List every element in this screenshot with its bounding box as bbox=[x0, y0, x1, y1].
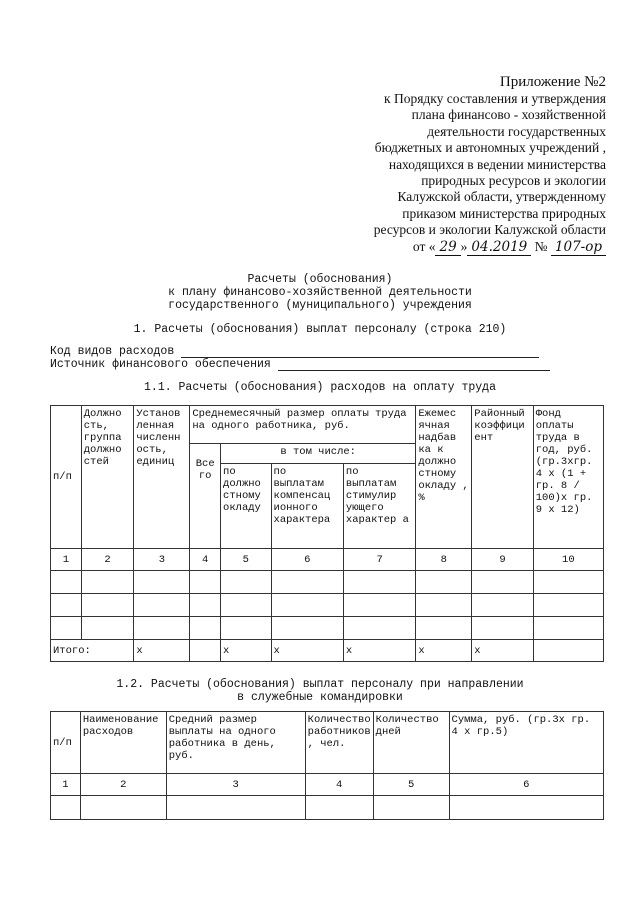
empty-cell[interactable] bbox=[190, 594, 221, 617]
appendix-line: деятельности государственных bbox=[427, 123, 606, 139]
appendix-line: Калужской области, утвержденному bbox=[397, 189, 606, 205]
appendix-line: находящихся в ведении министерства bbox=[388, 156, 606, 172]
col-number: 10 bbox=[533, 549, 603, 571]
empty-cell[interactable] bbox=[81, 594, 134, 617]
empty-cell[interactable] bbox=[343, 571, 415, 594]
empty-cell[interactable] bbox=[81, 617, 134, 640]
doc-heading-line2: к плану финансово-хозяйственной деятельности bbox=[168, 286, 472, 299]
order-number: 107-ор bbox=[551, 239, 606, 256]
empty-cell[interactable] bbox=[80, 796, 166, 820]
appendix-line: бюджетных и автономных учреждений , bbox=[374, 140, 606, 156]
header-annual-fund: Фонд оплаты труда в год, руб. (гр.3хгр. 4 х (1 + гр. 8 / 100)х гр. 9 х 12) bbox=[533, 406, 603, 549]
number-label: № bbox=[534, 238, 548, 254]
header-sum: Сумма, руб. (гр.3х гр. 4 х гр.5) bbox=[449, 712, 603, 774]
empty-cell[interactable] bbox=[271, 594, 343, 617]
empty-cell[interactable] bbox=[134, 571, 190, 594]
appendix-line: природных ресурсов и экологии bbox=[421, 173, 606, 189]
header-pp: п/п bbox=[51, 712, 81, 774]
empty-cell[interactable] bbox=[416, 594, 472, 617]
total-cell: x bbox=[416, 640, 472, 662]
empty-cell[interactable] bbox=[221, 594, 271, 617]
empty-cell[interactable] bbox=[51, 594, 82, 617]
header-position: Должно сть, группа должно стей bbox=[81, 406, 134, 549]
total-cell: x bbox=[221, 640, 271, 662]
empty-cell[interactable] bbox=[51, 617, 82, 640]
empty-cell[interactable] bbox=[51, 796, 81, 820]
doc-heading-line3: государственного (муниципального) учреждения bbox=[168, 299, 472, 312]
date-prefix: от bbox=[412, 238, 426, 254]
doc-heading-line1: Расчеты (обоснования) bbox=[247, 273, 393, 286]
appendix-date-line: от « 29 » 04.2019 № 107-ор bbox=[330, 239, 606, 255]
appendix-line: к Порядку составления и утверждения bbox=[384, 91, 606, 106]
col-number: 5 bbox=[221, 549, 271, 571]
empty-cell[interactable] bbox=[472, 594, 533, 617]
empty-cell[interactable] bbox=[221, 571, 271, 594]
empty-cell[interactable] bbox=[533, 594, 603, 617]
col-number: 6 bbox=[271, 549, 343, 571]
header-by-salary: по должно стному окладу bbox=[221, 464, 271, 549]
expense-code-blank[interactable] bbox=[181, 346, 539, 358]
col-number: 2 bbox=[81, 549, 134, 571]
empty-cell[interactable] bbox=[343, 617, 415, 640]
col-number: 4 bbox=[190, 549, 221, 571]
col-number: 2 bbox=[80, 774, 166, 796]
appendix-title: Приложение №2 bbox=[499, 74, 606, 90]
col-number: 5 bbox=[373, 774, 449, 796]
empty-cell[interactable] bbox=[134, 617, 190, 640]
table-row bbox=[51, 796, 604, 820]
col-number: 3 bbox=[166, 774, 305, 796]
date-day: 29 bbox=[435, 239, 460, 256]
empty-cell[interactable] bbox=[190, 571, 221, 594]
total-label: Итого: bbox=[51, 640, 134, 662]
empty-cell[interactable] bbox=[416, 571, 472, 594]
section-1-1-title: 1.1. Расчеты (обоснования) расходов на оплату труда bbox=[144, 381, 496, 394]
empty-cell[interactable] bbox=[221, 617, 271, 640]
header-employee-count: Количество работников , чел. bbox=[305, 712, 373, 774]
funding-source-label: Источник финансового обеспечения bbox=[50, 358, 271, 371]
empty-cell[interactable] bbox=[472, 571, 533, 594]
header-including: в том числе: bbox=[221, 444, 416, 464]
table-row bbox=[51, 617, 604, 640]
col-number: 9 bbox=[472, 549, 533, 571]
empty-cell[interactable] bbox=[449, 796, 603, 820]
header-regional-coef: Районный коэффици ент bbox=[472, 406, 533, 549]
section-1-2-title-line2: в служебные командировки bbox=[237, 691, 403, 704]
empty-cell[interactable] bbox=[416, 617, 472, 640]
empty-cell[interactable] bbox=[343, 594, 415, 617]
appendix-line: плана финансово - хозяйственной bbox=[411, 107, 606, 123]
col-number: 8 bbox=[416, 549, 472, 571]
payroll-table bbox=[50, 405, 604, 662]
table-row bbox=[51, 571, 604, 594]
appendix-line: приказом министерства природных bbox=[402, 205, 606, 221]
col-number: 1 bbox=[51, 774, 81, 796]
total-cell: x bbox=[472, 640, 533, 662]
header-monthly-bonus: Ежемес ячная надбав ка к должно стному окладу , % bbox=[416, 406, 472, 549]
empty-cell[interactable] bbox=[51, 571, 82, 594]
empty-cell[interactable] bbox=[166, 796, 305, 820]
col-number: 4 bbox=[305, 774, 373, 796]
empty-cell[interactable] bbox=[134, 594, 190, 617]
header-total: Все го bbox=[190, 444, 221, 549]
section-1-2-title-line1: 1.2. Расчеты (обоснования) выплат персоналу при направлении bbox=[116, 678, 524, 691]
business-trip-table bbox=[50, 711, 604, 820]
empty-cell[interactable] bbox=[190, 617, 221, 640]
funding-source-blank[interactable] bbox=[278, 359, 550, 371]
section-1-title: 1. Расчеты (обоснования) выплат персоналу (строка 210) bbox=[133, 323, 507, 336]
date-month-year: 04.2019 bbox=[467, 239, 531, 256]
funding-source-field bbox=[50, 358, 550, 371]
header-daily-payment: Средний размер выплаты на одного работника в день, руб. bbox=[166, 712, 305, 774]
header-expense-name: Наименование расходов bbox=[80, 712, 166, 774]
expense-code-field bbox=[50, 345, 539, 358]
empty-cell[interactable] bbox=[373, 796, 449, 820]
total-row bbox=[51, 640, 604, 662]
empty-cell[interactable] bbox=[271, 571, 343, 594]
empty-cell[interactable] bbox=[533, 571, 603, 594]
col-number: 1 bbox=[51, 549, 82, 571]
total-cell: x bbox=[271, 640, 343, 662]
appendix-header bbox=[330, 73, 606, 255]
col-number: 3 bbox=[134, 549, 190, 571]
total-cell bbox=[190, 640, 221, 662]
expense-code-label: Код видов расходов bbox=[50, 345, 175, 358]
header-days-count: Количество дней bbox=[373, 712, 449, 774]
col-number: 6 bbox=[449, 774, 603, 796]
header-compensation: по выплатам компенсац ионного характера bbox=[271, 464, 343, 549]
empty-cell[interactable] bbox=[472, 617, 533, 640]
empty-cell[interactable] bbox=[271, 617, 343, 640]
total-cell bbox=[533, 640, 603, 662]
header-stimulating: по выплатам стимулир ующего характер а bbox=[343, 464, 415, 549]
header-pp: п/п bbox=[51, 406, 82, 549]
total-cell: x bbox=[134, 640, 190, 662]
col-number: 7 bbox=[343, 549, 415, 571]
empty-cell[interactable] bbox=[533, 617, 603, 640]
table-row bbox=[51, 594, 604, 617]
empty-cell[interactable] bbox=[305, 796, 373, 820]
header-staff-count: Установ ленная численн ость, единиц bbox=[134, 406, 190, 549]
total-cell: x bbox=[343, 640, 415, 662]
appendix-line: ресурсов и экологии Калужской области bbox=[373, 222, 606, 238]
empty-cell[interactable] bbox=[81, 571, 134, 594]
header-avg-salary: Среднемесячный размер оплаты труда на одного работника, руб. bbox=[190, 406, 416, 444]
